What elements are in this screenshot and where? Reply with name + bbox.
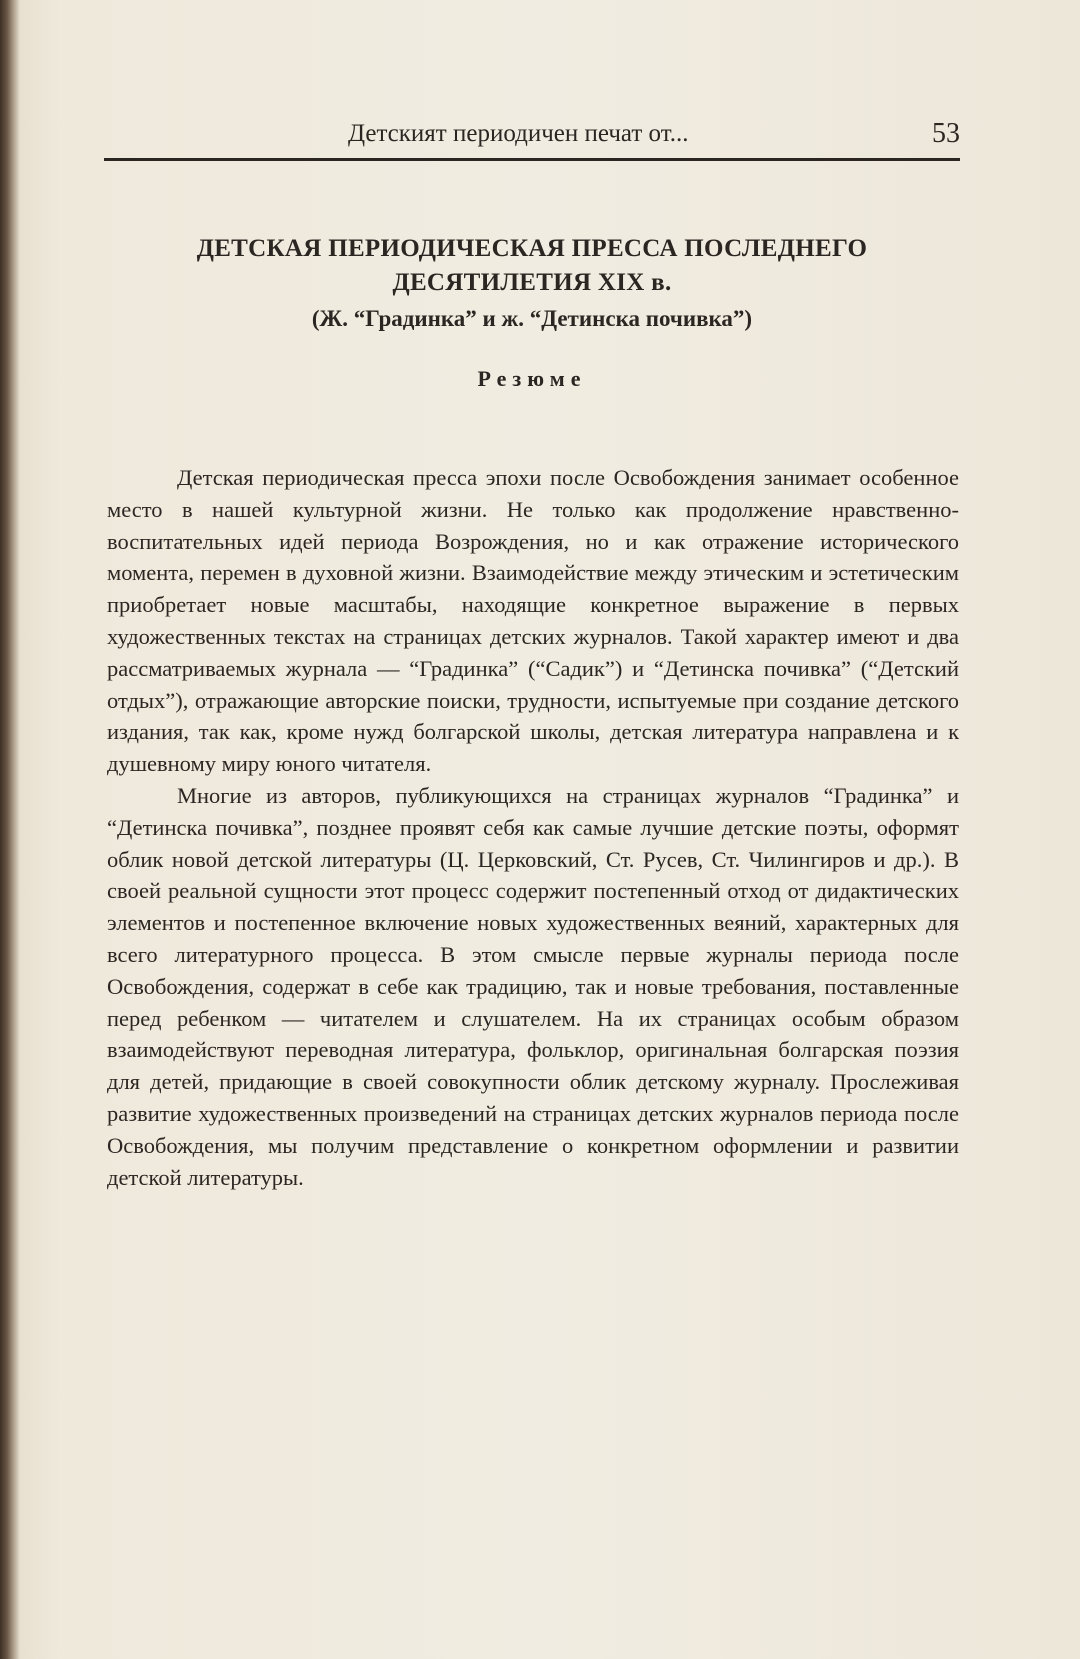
article-title-block — [104, 232, 960, 392]
section-label-resume: Резюме — [477, 366, 587, 391]
page-number: 53 — [932, 118, 960, 149]
book-spine-shadow — [0, 0, 20, 1659]
article-body — [107, 462, 959, 1193]
body-paragraph-1: Детская периодическая пресса эпохи после Освобождения занимает особенное место в нашей культурной жизни. Не только как продолжение нравственно-воспитательных идей периода Возрождения, но и как отражение исторического момента, перемен в духовной жизни. Взаимодействие между этическим и эстетическим приобретает новые масштабы, находящие конкретное выражение в первых художественных текстах на страницах детских журналов. Такой характер имеют и два рассматриваемых журнала — “Градинка” (“Садик”) и “Детинска почивка” (“Детский отдых”), отражающие авторские поиски, трудности, испытуемые при создание детского издания, так как, кроме нужд болгарской школы, детская литература направлена и к душевному миру юного читателя. — [107, 465, 959, 777]
article-title-line-1: ДЕТСКАЯ ПЕРИОДИЧЕСКАЯ ПРЕССА ПОСЛЕДНЕГО — [196, 235, 868, 262]
article-title-line-2: ДЕСЯТИЛЕТИЯ XIX в. — [392, 269, 672, 296]
body-paragraph-2: Многие из авторов, публикующихся на страницах журналов “Градинка” и “Детинска почивка”, позднее проявят себя как самые лучшие детские поэты, оформят облик новой детской литературы (Ц. Церковский, Ст. Русев, Ст. Чилингиров и др.). В своей реальной сущности этот процесс содержит постепенный отход от дидактических элементов и постепенное включение новых художественных веяний, характерных для всего литературного процесса. В этом смысле первые журналы периода после Освобождения, содержат в себе как традицию, так и новые требования, поставленные перед ребенком — читателем и слушателем. На их страницах особым образом взаимодействуют переводная литература, фольклор, оригинальная болгарская поэзия для детей, придающие в своей совокупности облик детскому журналу. Прослеживая развитие художественных произведений на страницах детских журналов периода после Освобождения, мы получим представление о конкретном оформлении и развитии детской литературы. — [107, 782, 959, 1190]
running-header — [104, 118, 960, 161]
article-subtitle: (Ж. “Градинка” и ж. “Детинска почивка”) — [311, 306, 753, 331]
running-title: Детският периодичен печат от... — [348, 120, 689, 147]
